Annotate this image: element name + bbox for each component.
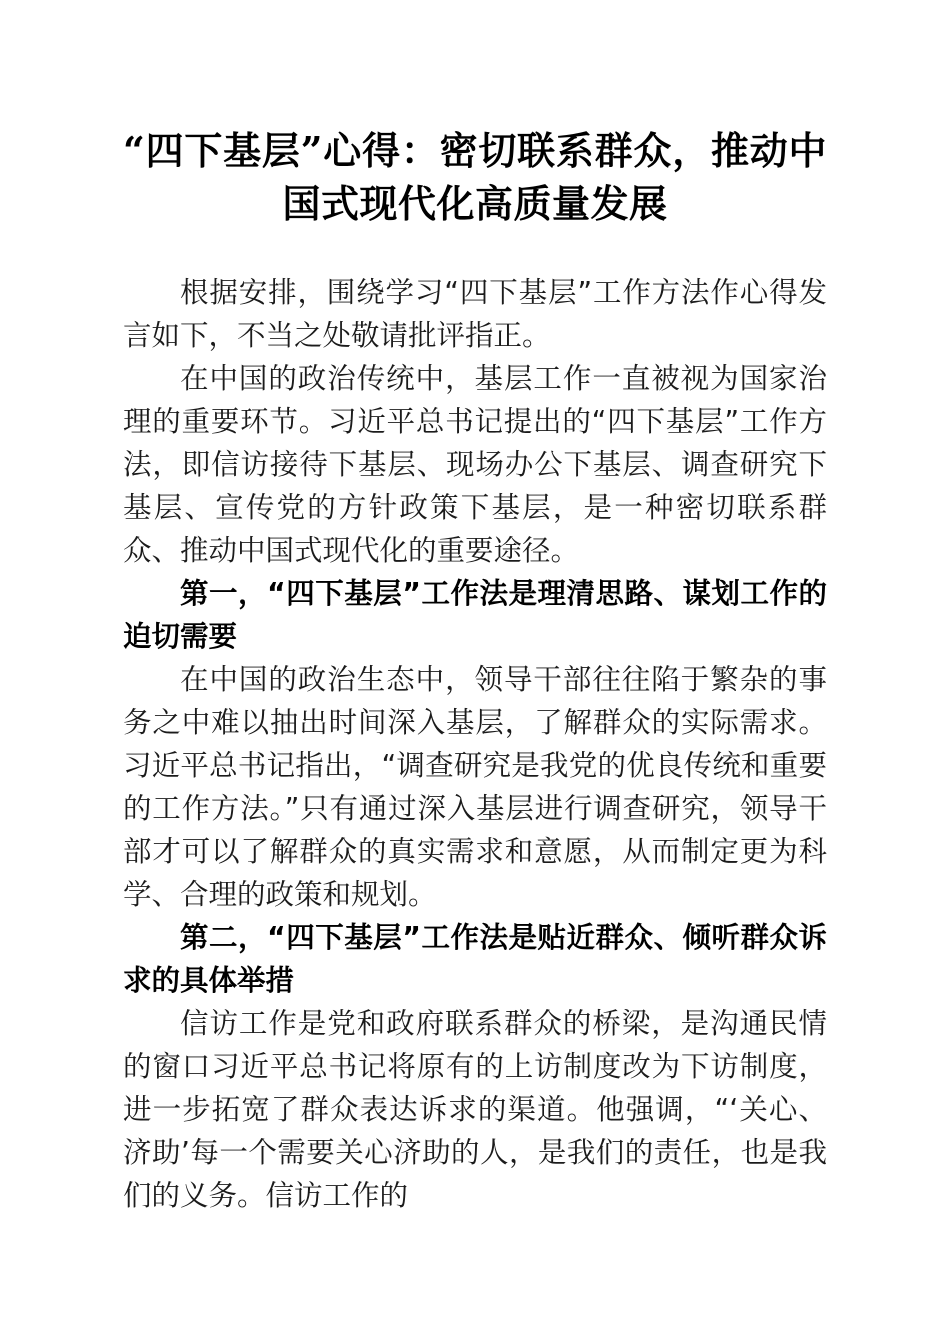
paragraph-intro: 根据安排，围绕学习“四下基层”工作方法作心得发言如下，不当之处敬请批评指正。 xyxy=(123,276,827,352)
section-heading-2: 第二，“四下基层”工作法是贴近群众、倾听群众诉求的具体举措 xyxy=(123,921,827,997)
document-body xyxy=(123,271,827,1217)
page-content xyxy=(123,0,827,1217)
section-heading-1: 第一，“四下基层”工作法是理清思路、谋划工作的迫切需要 xyxy=(123,577,827,653)
paragraph-section-1-body: 在中国的政治生态中，领导干部往往陷于繁杂的事务之中难以抽出时间深入基层，了解群众的实际需求。习近平总书记指出，“调查研究是我党的优良传统和重要的工作方法。”只有通过深入基层进行调查研究，领导干部才可以了解群众的真实需求和意愿，从而制定更为科学、合理的政策和规划。 xyxy=(123,663,827,911)
paragraph-background: 在中国的政治传统中，基层工作一直被视为国家治理的重要环节。习近平总书记提出的“四下基层”工作方法，即信访接待下基层、现场办公下基层、调查研究下基层、宣传党的方针政策下基层，是一种密切联系群众、推动中国式现代化的重要途径。 xyxy=(123,362,827,567)
paragraph-section-2-body: 信访工作是党和政府联系群众的桥梁，是沟通民情的窗口习近平总书记将原有的上访制度改为下访制度，进一步拓宽了群众表达诉求的渠道。他强调，“‘关心、济助’每一个需要关心济助的人，是我们的责任，也是我们的义务。信访工作的 xyxy=(123,1007,827,1212)
page-title: “四下基层”心得：密切联系群众，推动中国式现代化高质量发展 xyxy=(123,128,827,226)
